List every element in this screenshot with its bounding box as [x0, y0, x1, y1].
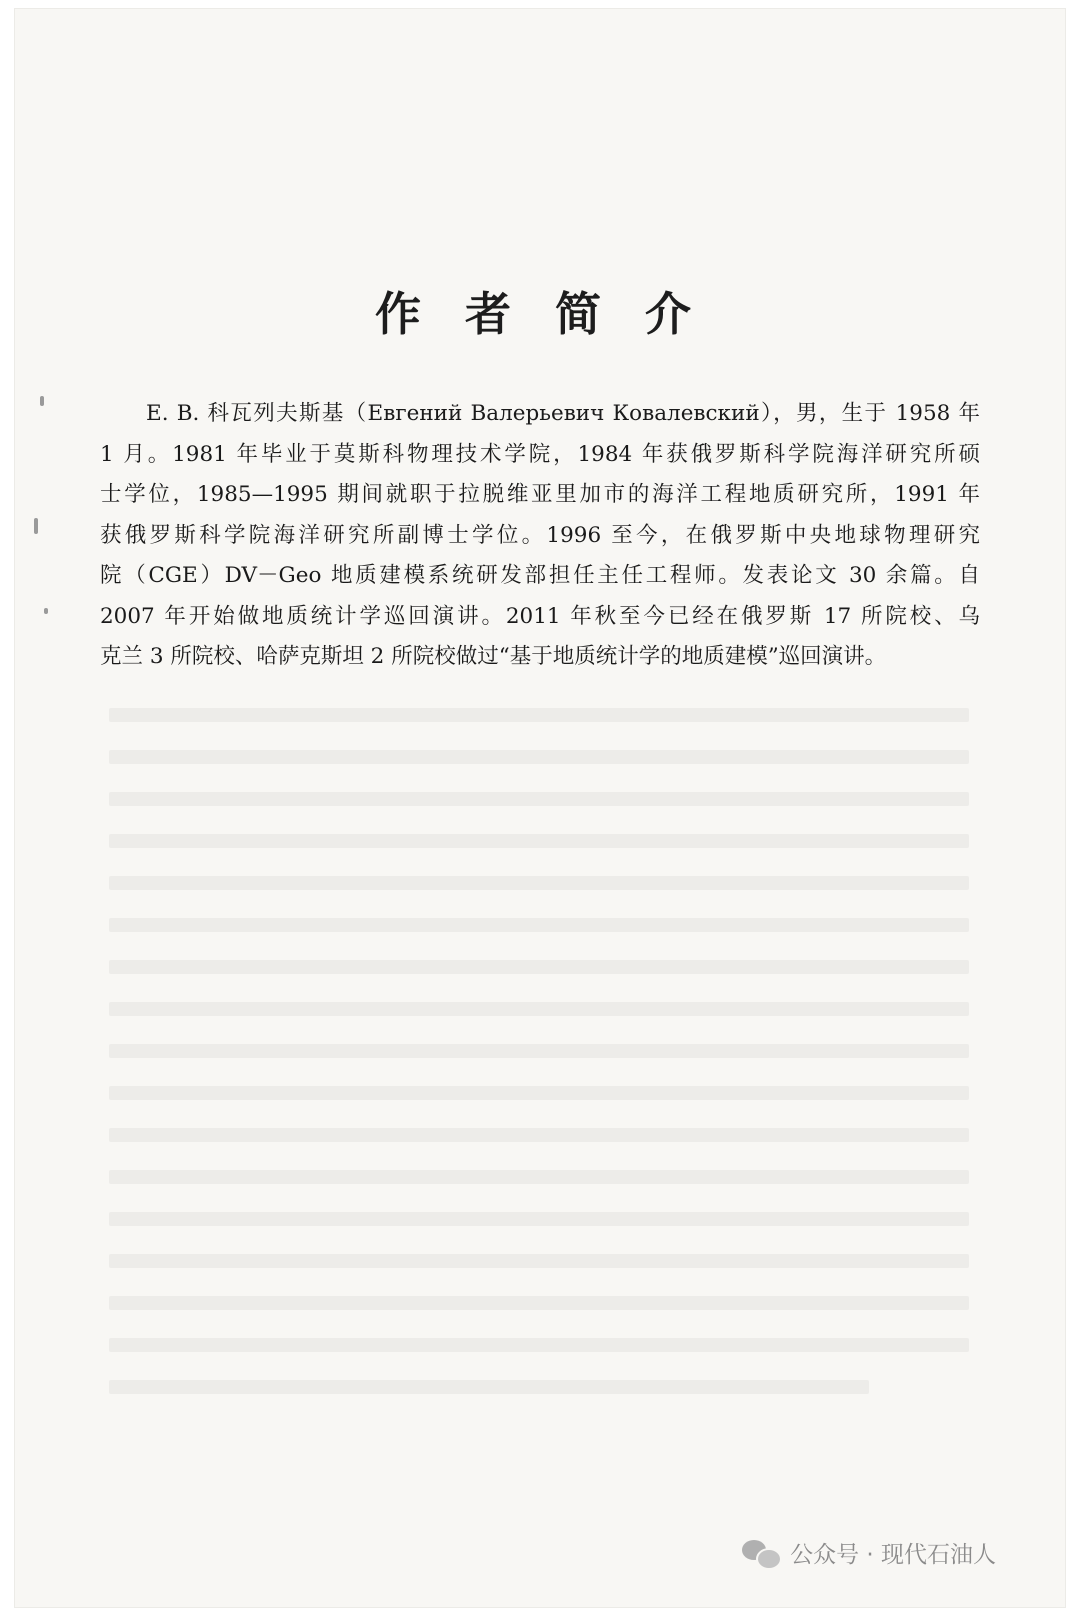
bio-line: 院（CGE）DV－Geo 地质建模系统研发部担任主任工程师。发表论文 30 余篇。自 [100, 563, 980, 588]
bio-line: 士学位，1985—1995 期间就职于拉脱维亚里加市的海洋工程地质研究所，1991 年 [100, 482, 980, 507]
scan-speck [44, 608, 48, 614]
bio-line: 克兰 3 所院校、哈萨克斯坦 2 所院校做过“基于地质统计学的地质建模”巡回演讲。 [100, 644, 887, 669]
watermark [742, 1536, 996, 1569]
scan-speck [40, 396, 44, 406]
wechat-icon [742, 1538, 780, 1568]
bleed-through-background [14, 8, 1066, 1608]
bio-line: 获俄罗斯科学院海洋研究所副博士学位。1996 至今，在俄罗斯中央地球物理研究 [100, 522, 980, 548]
document-page [14, 8, 1066, 1608]
bio-line: E. B. 科瓦列夫斯基（Евгений Валерьевич Ковалевский），男，生于 1958 年 [146, 401, 980, 426]
bio-line: 1 月。1981 年毕业于莫斯科物理技术学院，1984 年获俄罗斯科学院海洋研究所硕 [100, 441, 980, 467]
scan-speck [34, 518, 38, 534]
bio-line: 2007 年开始做地质统计学巡回演讲。2011 年秋至今已经在俄罗斯 17 所院校、乌 [100, 603, 980, 629]
author-bio [100, 394, 980, 678]
page-title: 作 者 简 介 [374, 287, 706, 341]
watermark-text: 公众号 · 现代石油人 [790, 1542, 996, 1568]
